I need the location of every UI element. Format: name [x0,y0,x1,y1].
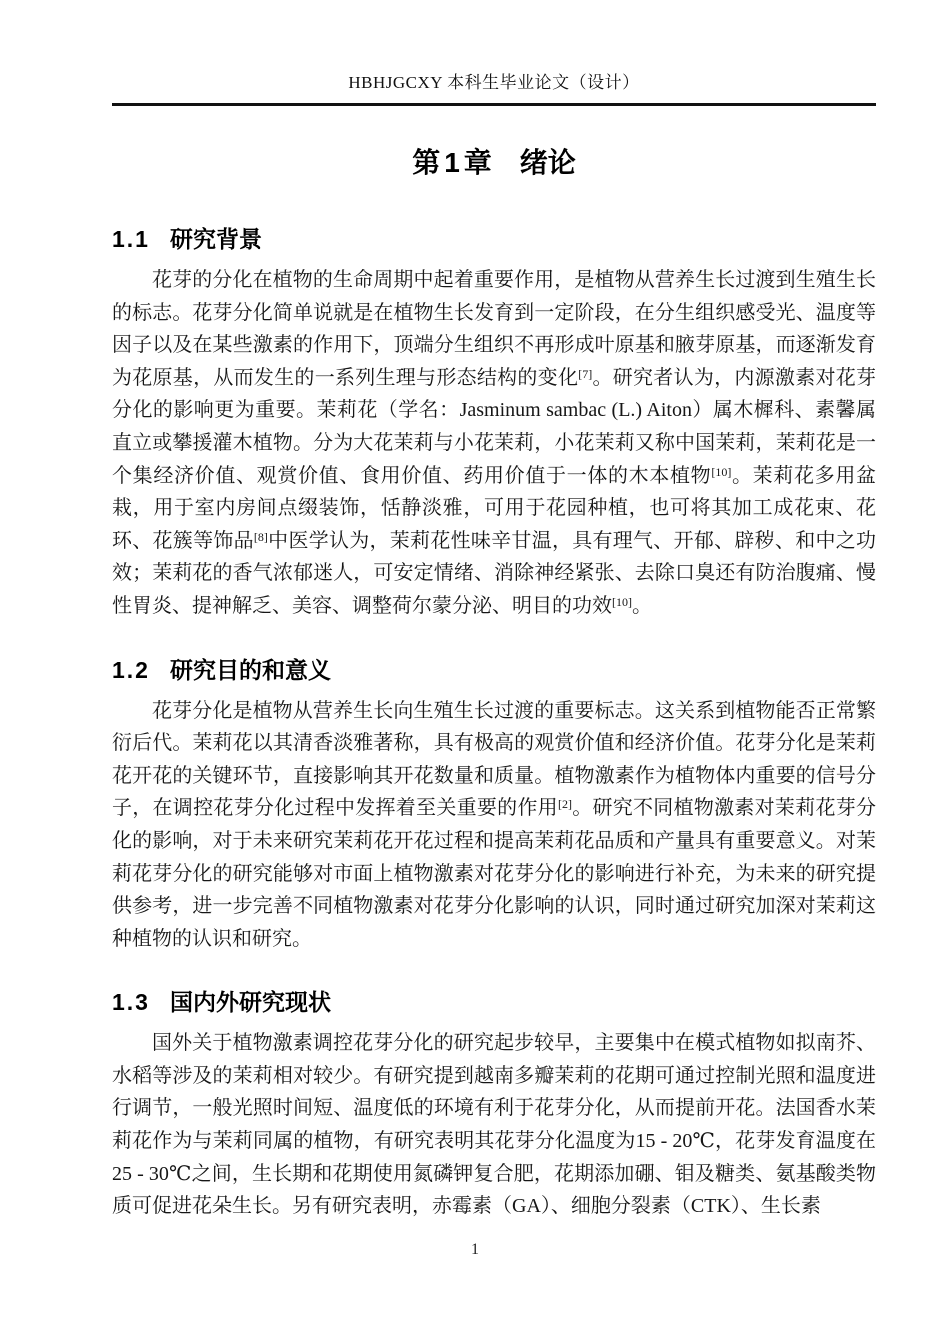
section-paragraphs [112,1027,876,1223]
header-rule [112,103,876,106]
body-paragraph: 花芽的分化在植物的生命周期中起着重要作用，是植物从营养生长过渡到生殖生长的标志。花芽分化简单说就是在植物生长发育到一定阶段，在分生组织感受光、温度等因子以及在某些激素的作用下，顶端分生组织不再形成叶原基和腋芽原基，而逐渐发育为花原基，从而发生的一系列生理与形态结构的变化[7]。研究者认为，内源激素对花芽分化的影响更为重要。茉莉花（学名：Jasminum sambac (L.) Aiton）属木樨科、素馨属直立或攀援灌木植物。分为大花茉莉与小花茉莉，小花茉莉又称中国茉莉，茉莉花是一个集经济价值、观赏价值、食用价值、药用价值于一体的木本植物[10]。茉莉花多用盆栽，用于室内房间点缀装饰，恬静淡雅，可用于花园种植，也可将其加工成花束、花环、花簇等饰品[8]中医学认为，茉莉花性味辛甘温，具有理气、开郁、辟秽、和中之功效；茉莉花的香气浓郁迷人，可安定情绪、消除神经紧张、去除口臭还有防治腹痛、慢性胃炎、提神解乏、美容、调整荷尔蒙分泌、明目的功效[10]。 [112,269,877,617]
running-head: HBHJGCXY 本科生毕业论文（设计） [348,73,640,92]
section-heading [112,987,876,1017]
citation-superscript: [10] [711,464,732,479]
section-heading [112,224,876,254]
body-paragraph: 国外关于植物激素调控花芽分化的研究起步较早，主要集中在模式植物如拟南芥、水稻等涉及的茉莉相对较少。有研究提到越南多瓣茉莉的花期可通过控制光照和温度进行调节，一般光照时间短、温度低的环境有利于花芽分化，从而提前开花。法国香水茉莉花作为与茉莉同属的植物，有研究表明其花芽分化温度为15 - 20℃，花芽发育温度在25 - 30℃之间，生长期和花期使用氮磷钾复合肥，花期添加硼、钼及糖类、氨基酸类物质可促进花朵生长。另有研究表明，赤霉素（GA）、细胞分裂素（CTK）、生长素 [112,1032,876,1218]
citation-superscript: [7] [578,366,593,381]
section-paragraphs [112,695,876,956]
chapter-number: 第1章 [412,147,496,178]
sections-container [112,224,876,1223]
chapter-name: 绪论 [519,147,576,178]
section-title: 国内外研究现状 [169,989,331,1016]
citation-superscript: [8] [253,529,268,544]
section-number: 1.2 [112,656,150,683]
body-paragraph: 花芽分化是植物从营养生长向生殖生长过渡的重要标志。这关系到植物能否正常繁衍后代。茉莉花以其清香淡雅著称，具有极高的观赏价值和经济价值。花芽分化是茉莉花开花的关键环节，直接影响其开花数量和质量。植物激素作为植物体内重要的信号分子，在调控花芽分化过程中发挥着至关重要的作用[2]。研究不同植物激素对茉莉花芽分化的影响，对于未来研究茉莉花开花过程和提高茉莉花品质和产量具有重要意义。对茉莉花芽分化的研究能够对市面上植物激素对花芽分化的影响进行补充，为未来的研究提供参考，进一步完善不同植物激素对花芽分化影响的认识，同时通过研究加深对茉莉这种植物的认识和研究。 [112,699,877,950]
section-heading [112,655,876,685]
section-title: 研究目的和意义 [169,656,331,683]
chapter-heading [112,146,876,180]
section-title: 研究背景 [169,226,262,252]
section-number: 1.3 [112,989,150,1016]
section-paragraphs [112,264,876,623]
page-footer [0,1240,950,1260]
document-section [112,987,876,1223]
page-number: 1 [471,1241,479,1258]
citation-superscript: [2] [557,797,572,812]
section-number: 1.1 [112,226,150,252]
document-section [112,224,876,623]
document-section [112,655,876,956]
citation-superscript: [10] [612,594,632,609]
